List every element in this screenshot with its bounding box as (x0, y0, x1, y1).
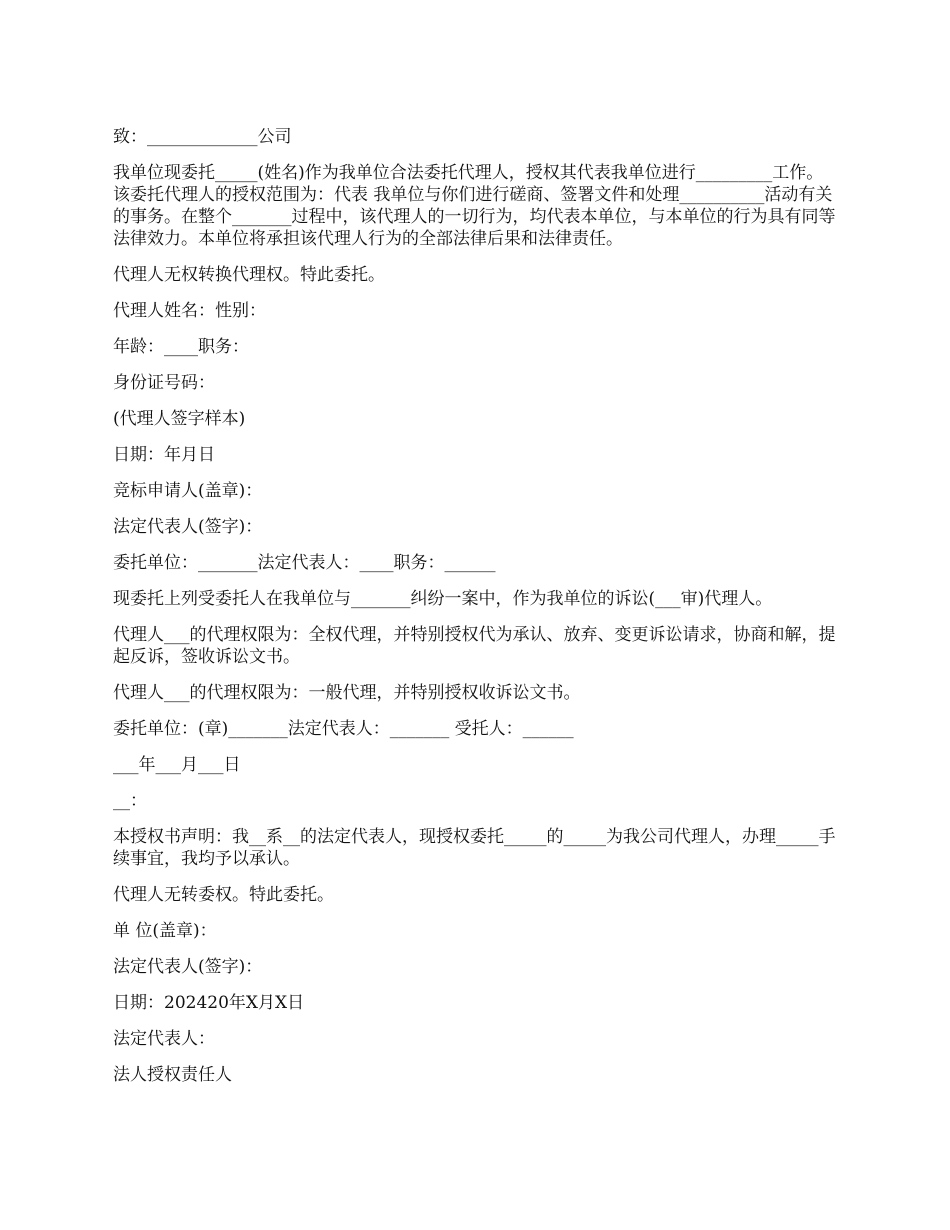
entrusting-unit-seal-line: 委托单位：(章)_______法定代表人：_______ 受托人：______ (113, 719, 574, 739)
unit-seal-line: 单 位(盖章)： (113, 921, 217, 941)
document-body (113, 126, 838, 1100)
date-value-line: 日期：202420年X月X日 (113, 993, 305, 1013)
legal-rep-line: 法定代表人： (113, 1029, 215, 1049)
full-authority-paragraph: 代理人___的代理权限为：全权代理，并特别授权代为承认、放弃、变更诉讼请求，协商和解，提起反诉，签收诉讼文书。 (113, 625, 836, 667)
entrusting-unit-line: 委托单位：_______法定代表人：____职务：______ (113, 553, 496, 573)
general-authority-paragraph: 代理人___的代理权限为：一般代理，并特别授权收诉讼文书。 (113, 683, 581, 703)
litigation-entrust-paragraph: 现委托上列受委托人在我单位与_______纠纷一案中，作为我单位的诉讼(___审)代理人。 (113, 589, 773, 609)
authorization-paragraph: 我单位现委托_____(姓名)作为我单位合法委托代理人，授权其代表我单位进行_________工作。该委托代理人的授权范围为：代表 我单位与你们进行磋商、签署文件和处理__________活动有关的事务。在整个_______过程中，该代理人的一切行为，均代表本单位，与本单位的行为具有同等法律效力。本单位将承担该代理人行为的全部法律后果和法律责任。 (113, 163, 836, 249)
declaration-paragraph: 本授权书声明：我__系__的法定代表人，现授权委托_____的_____为我公司代理人，办理_____手续事宜，我均予以承认。 (113, 827, 836, 869)
legal-rep-signature-line: 法定代表人(签字)： (113, 517, 263, 537)
id-number-line: 身份证号码： (113, 373, 215, 393)
bidder-seal-line: 竞标申请人(盖章)： (113, 481, 263, 501)
legal-rep-signature-line-2: 法定代表人(签字)： (113, 957, 263, 977)
date-blanks-line: ___年___月___日 (113, 755, 241, 775)
no-sub-delegation-statement: 代理人无转委权。特此委托。 (113, 885, 334, 905)
no-transfer-statement: 代理人无权转换代理权。特此委托。 (113, 265, 385, 285)
agent-name-gender-line: 代理人姓名：性别： (113, 301, 266, 321)
date-line: 日期：年月日 (113, 445, 215, 465)
blank-salutation-line: __： (113, 791, 147, 811)
addressee-line: 致：_____________公司 (113, 127, 292, 147)
authorized-person-line: 法人授权责任人 (113, 1065, 232, 1085)
signature-sample-line: (代理人签字样本) (113, 409, 246, 429)
agent-age-position-line: 年龄：____职务： (113, 337, 249, 357)
